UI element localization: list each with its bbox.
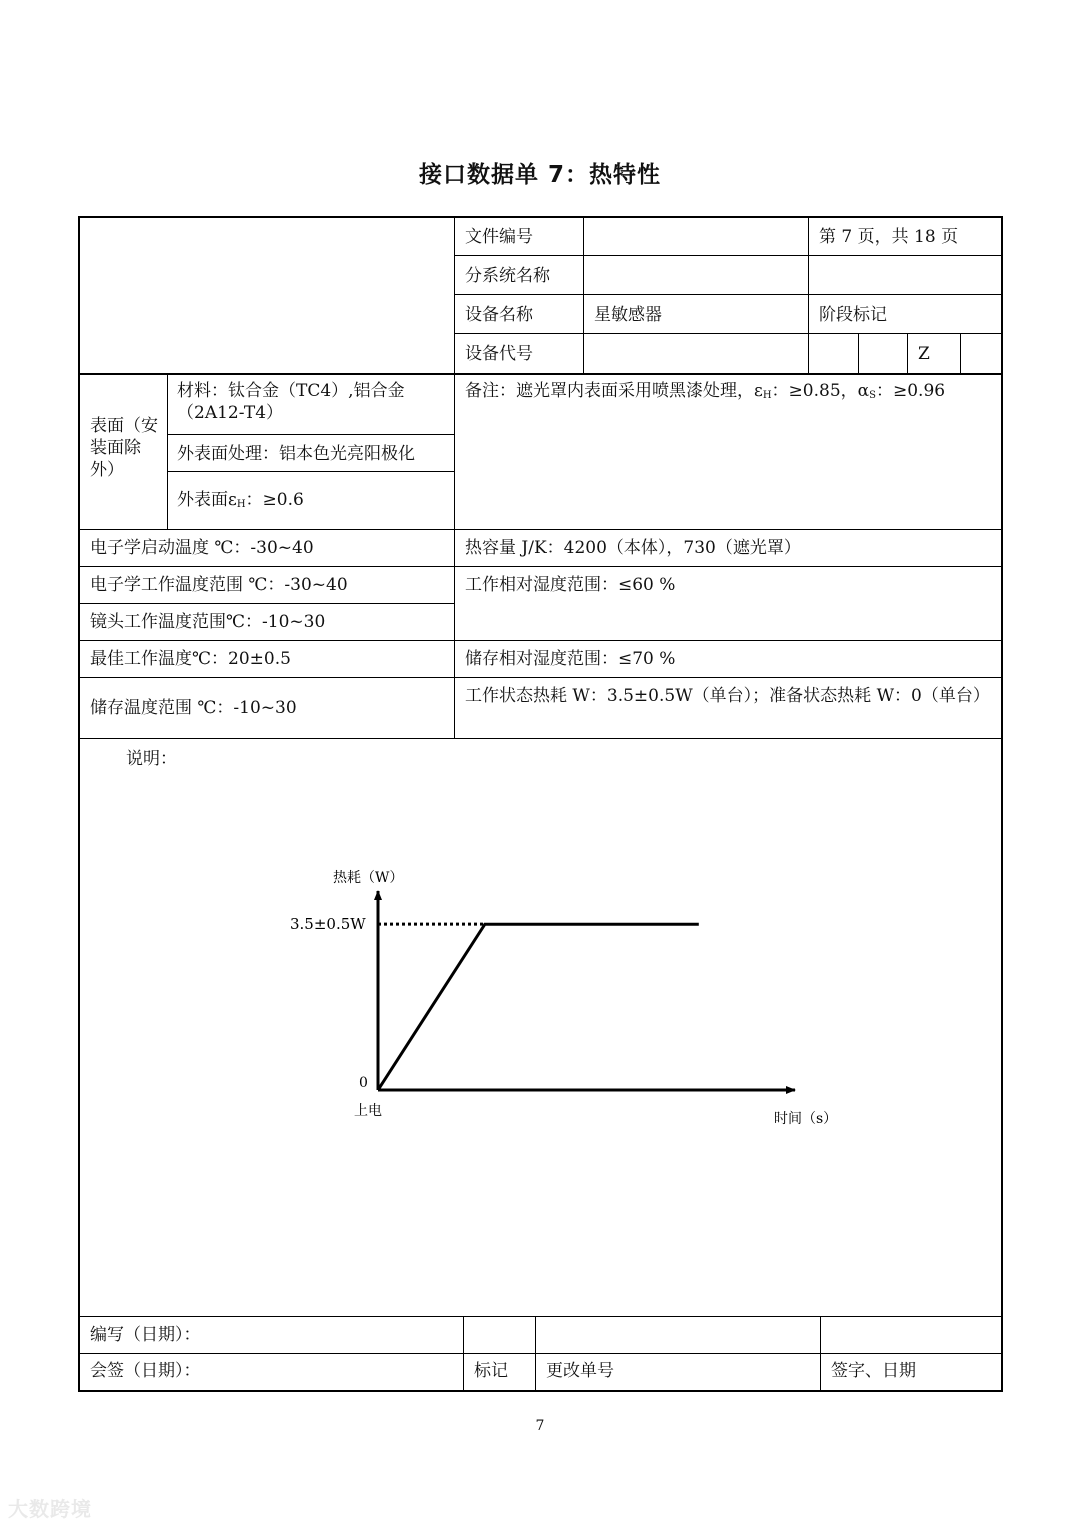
page-number: 7 (535, 1418, 545, 1434)
power-dissipation: 工作状态热耗 W：3.5±0.5W（单台）；准备状态热耗 W：0（单台） (465, 686, 990, 706)
stage-label: 阶段标记 (819, 305, 887, 325)
sign-date-label: 签字、日期 (831, 1361, 916, 1381)
best-temperature: 最佳工作温度℃：20±0.5 (90, 649, 291, 669)
countersign-label: 会签（日期）： (90, 1361, 201, 1381)
surface-remark: 备注：遮光罩内表面采用喷黑漆处理，$\varepsilon_H$：≥0.85，$\alpha_S$：≥0.96 (465, 381, 946, 401)
device-name-label: 设备名称 (465, 305, 533, 325)
stage-value: Z (918, 344, 930, 364)
lens-temperature: 镜头工作温度范围℃：-10~30 (90, 612, 326, 632)
x-axis-label: 时间（s） (774, 1111, 838, 1127)
device-name-value: 星敏感器 (594, 305, 662, 325)
heat-capacity: 热容量 J/K：4200（本体），730（遮光罩） (465, 538, 801, 558)
surface-material: 材料：钛合金（TC4）,铝合金（2A12-T4） (177, 381, 405, 423)
origin-label: 0 (359, 1075, 368, 1091)
note-label: 说明： (126, 749, 177, 769)
page-info: 第 7 页，共 18 页 (819, 227, 959, 247)
heat-series-line (378, 924, 699, 1090)
page-title: 接口数据单 7：热特性 (418, 162, 661, 188)
surface-emissivity: 外表面$\varepsilon_H$：≥0.6 (177, 490, 304, 510)
file-no-label: 文件编号 (465, 227, 533, 247)
storage-humidity: 储存相对湿度范围：≤70 % (465, 649, 676, 669)
subsystem-label: 分系统名称 (465, 266, 550, 286)
storage-temperature: 储存温度范围 ℃：-10~30 (90, 698, 297, 718)
startup-temperature: 电子学启动温度 ℃：-30~40 (90, 538, 314, 558)
work-humidity: 工作相对湿度范围：≤60 % (465, 575, 676, 595)
work-temperature: 电子学工作温度范围 ℃：-30~40 (90, 575, 348, 595)
y-axis-label: 热耗（W） (333, 870, 404, 886)
surface-treatment: 外表面处理：铝本色光亮阳极化 (177, 444, 415, 464)
mark-label: 标记 (474, 1361, 508, 1381)
author-label: 编写（日期）： (90, 1325, 201, 1345)
surface-label: 表面（安装面除外） (90, 416, 158, 480)
device-code-label: 设备代号 (465, 344, 533, 364)
watermark: 大数跨境 (8, 1497, 92, 1521)
change-no-label: 更改单号 (546, 1361, 614, 1381)
y-tick-label: 3.5±0.5W (290, 915, 366, 934)
start-label: 上电 (354, 1103, 382, 1119)
